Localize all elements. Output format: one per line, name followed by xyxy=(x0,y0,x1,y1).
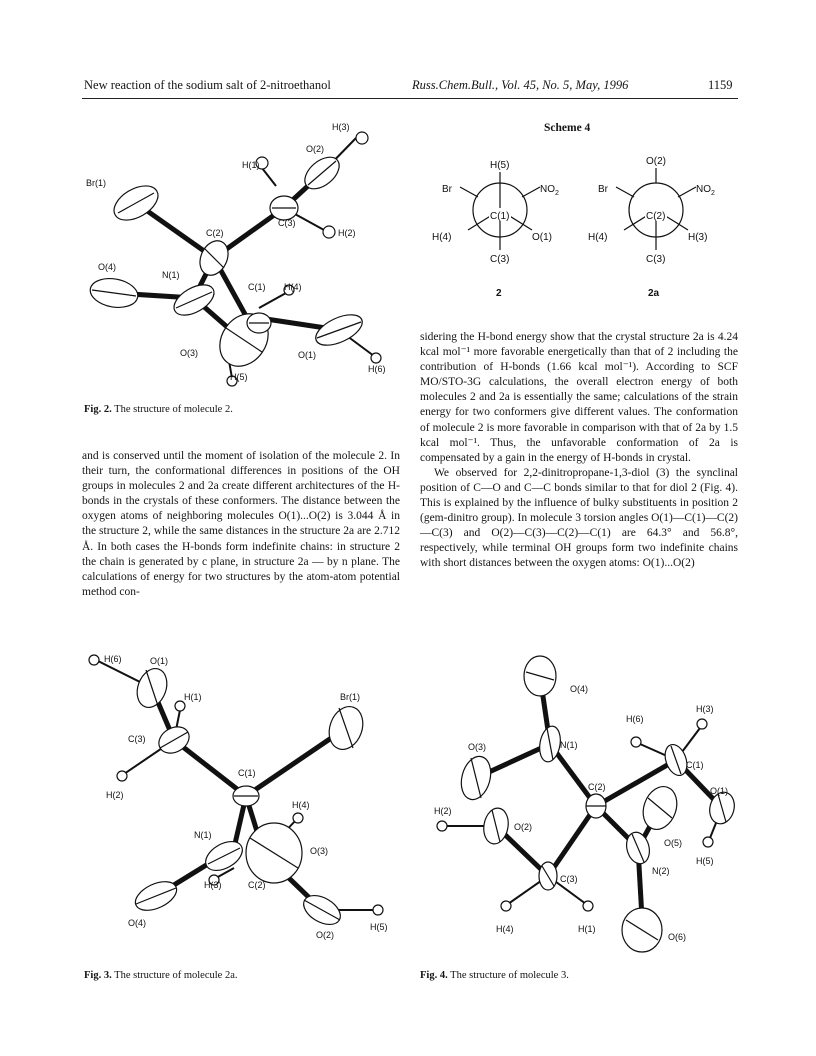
newman-2a-top: O(2) xyxy=(646,156,666,167)
atom-label: H(2) xyxy=(434,806,452,816)
atom-label: O(5) xyxy=(664,838,682,848)
newman-2-upper-left: Br xyxy=(442,184,452,195)
atom-label: H(4) xyxy=(496,924,514,934)
atom-label: Br(1) xyxy=(86,178,106,188)
atom-label: H(2) xyxy=(106,790,124,800)
atom-label: H(1) xyxy=(578,924,596,934)
scheme-4-title: Scheme 4 xyxy=(544,122,591,134)
left-column xyxy=(82,449,400,600)
atom-label: H(6) xyxy=(368,364,386,374)
figure-4-molecule-3 xyxy=(424,648,744,958)
atom-label: N(2) xyxy=(652,866,670,876)
atom-label: H(6) xyxy=(104,654,122,664)
newman-2-center: C(1) xyxy=(490,211,510,222)
atom-label: O(4) xyxy=(98,262,116,272)
figure-3-caption xyxy=(84,970,237,981)
atom-label: Br(1) xyxy=(340,692,360,702)
atom-label: O(4) xyxy=(128,918,146,928)
newman-2a-center: C(2) xyxy=(646,211,666,222)
atom-label: N(1) xyxy=(162,270,180,280)
newman-2-lower-right: O(1) xyxy=(532,232,552,243)
atom-label: C(3) xyxy=(278,218,296,228)
newman-2-label: 2 xyxy=(496,288,502,299)
atom-label: O(1) xyxy=(710,786,728,796)
atom-label: H(5) xyxy=(370,922,388,932)
atom-label: H(3) xyxy=(696,704,714,714)
running-header-journal: Russ.Chem.Bull., Vol. 45, No. 5, May, 1996 xyxy=(412,78,629,92)
newman-2a-upper-right: $NO_2$ xyxy=(696,184,715,197)
figure-4-caption-label: Fig. 4. xyxy=(420,970,448,981)
atom-label: N(1) xyxy=(194,830,212,840)
atom-label: H(6) xyxy=(626,714,644,724)
atom-label: O(2) xyxy=(306,144,324,154)
atom-label: C(3) xyxy=(560,874,578,884)
atom-label: H(4) xyxy=(284,282,302,292)
body-paragraph: and is conserved until the moment of isolation of the molecule 2. In their turn, the conformational differences in positions of the OH groups in molecules 2 and 2a create different architectures of the H-bonds in the crystals of these conformers. The distance between the oxygen atoms of neighboring molecules O(1)...O(2) is 3.044 Å in the structure 2, while the same distances in the structure 2a are 2.712 Å. In both cases the H-bonds form indefinite chains: in structure 2 the chain is generated by c plane, in structure 2a — by n plane. The calculations of energy for two structures by the atom-atom potential method con- xyxy=(82,450,400,598)
atom-label: C(1) xyxy=(248,282,266,292)
figure-2-molecule-2 xyxy=(84,118,404,418)
atom-label: O(3) xyxy=(180,348,198,358)
newman-2a-upper-left: Br xyxy=(598,184,608,195)
atom-label: O(1) xyxy=(298,350,316,360)
atom-label: H(3) xyxy=(332,122,350,132)
atom-label: C(2) xyxy=(206,228,224,238)
atom-label: N(1) xyxy=(560,740,578,750)
figure-2-caption-text: The structure of molecule 2. xyxy=(111,404,233,415)
body-paragraph: We observed for 2,2-dinitropropane-1,3-diol (3) the synclinal position of C—O and C—C bonds similar to that for diol 2 (Fig. 4). This is explained by the influence of bulky substituents in position 2 (gem-dinitro group). In molecule 3 torsion angles O(1)—C(1)—C(2)—C(3) and O(2)—C(3)—C(2)—C(1) are 64.3° and 56.8°, respectively, while terminal OH groups form two indefinite chains with short distances between the oxygen atoms: O(1)...O(2) xyxy=(420,466,738,570)
figure-4-caption-text: The structure of molecule 3. xyxy=(447,970,569,981)
figure-4-caption xyxy=(420,970,569,981)
atom-label: C(2) xyxy=(588,782,606,792)
right-column xyxy=(420,330,738,572)
figure-3-caption-text: The structure of molecule 2a. xyxy=(111,970,238,981)
newman-2-top: H(5) xyxy=(490,160,510,171)
scheme-4-newman-projections xyxy=(420,150,740,300)
atom-label: O(2) xyxy=(316,930,334,940)
atom-label: H(5) xyxy=(230,372,248,382)
newman-2a-label: 2a xyxy=(648,288,660,299)
atom-label: C(1) xyxy=(686,760,704,770)
newman-2a-lower-left: H(4) xyxy=(588,232,608,243)
atom-label: H(3) xyxy=(204,880,222,890)
body-paragraph: sidering the H-bond energy show that the crystal structure 2a is 4.24 kcal mol⁻¹ more favorable energetically than that of 2 including the contribution of H-bonds (1.66 kcal mol⁻¹). According to SCF MO/STO-3G calculations, the overall electron energy of both molecules 2 and 2a is essentially the same; calculations of the strain energy for two conformers give different values. The conformation of molecule 2 is more favorable in comparison with that of 2a by 1.5 kcal mol⁻¹. Thus, the unfavorable conformation of 2a is compensated by a gain in the energy of H-bonds in crystal. xyxy=(420,331,738,464)
atom-label: H(2) xyxy=(338,228,356,238)
atom-label: H(1) xyxy=(184,692,202,702)
newman-2a-lower-right: H(3) xyxy=(688,232,708,243)
header-rule xyxy=(82,98,738,99)
newman-2-bottom: C(3) xyxy=(490,254,510,265)
newman-2-lower-left: H(4) xyxy=(432,232,452,243)
atom-label: O(3) xyxy=(310,846,328,856)
atom-label: H(1) xyxy=(242,160,260,170)
newman-2a-bottom: C(3) xyxy=(646,254,666,265)
newman-2-upper-right: $NO_2$ xyxy=(540,184,559,197)
running-header-title: New reaction of the sodium salt of 2-nitroethanol xyxy=(84,78,331,92)
figure-2-caption-label: Fig. 2. xyxy=(84,404,112,415)
page-number: 1159 xyxy=(708,78,733,92)
figure-3-molecule-2a xyxy=(84,648,404,958)
figure-2-caption xyxy=(84,404,233,415)
atom-label: H(4) xyxy=(292,800,310,810)
atom-label: C(2) xyxy=(248,880,266,890)
atom-label: O(4) xyxy=(570,684,588,694)
atom-label: O(2) xyxy=(514,822,532,832)
atom-label: C(3) xyxy=(128,734,146,744)
atom-label: O(1) xyxy=(150,656,168,666)
atom-label: C(1) xyxy=(238,768,256,778)
atom-label: O(6) xyxy=(668,932,686,942)
atom-label: O(3) xyxy=(468,742,486,752)
figure-3-caption-label: Fig. 3. xyxy=(84,970,112,981)
atom-label: H(5) xyxy=(696,856,714,866)
